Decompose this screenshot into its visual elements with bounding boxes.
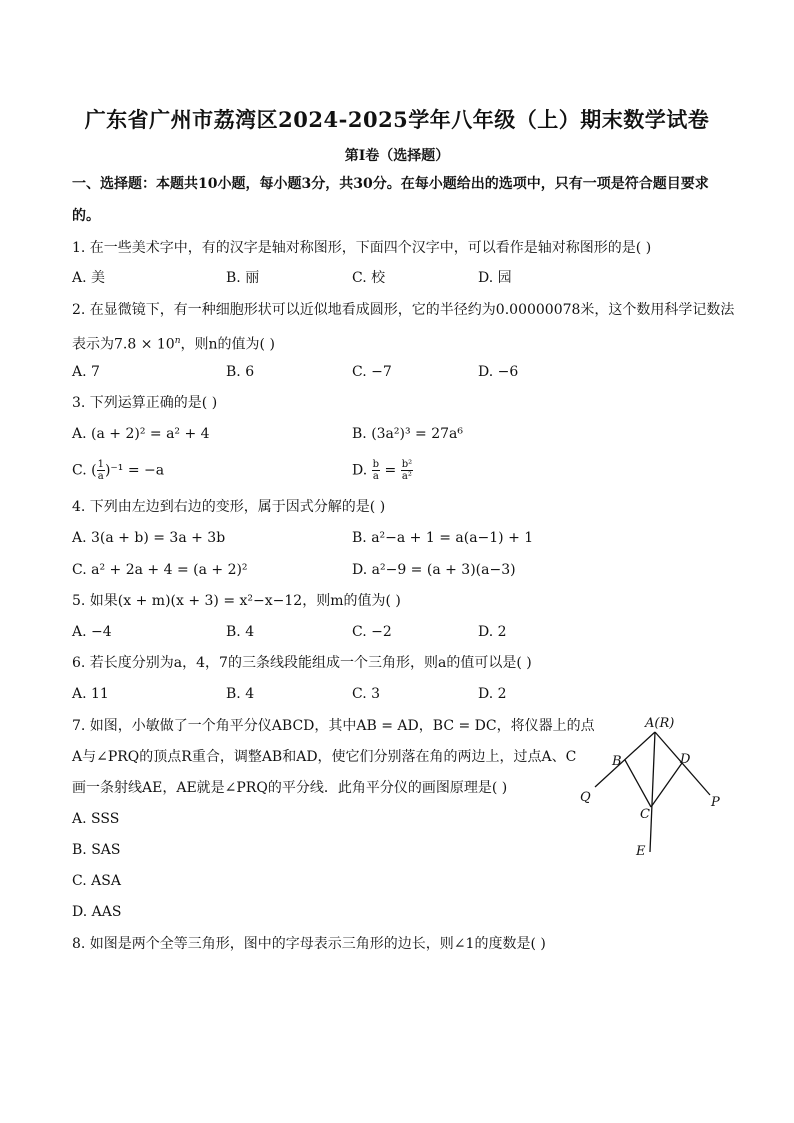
- label-c: C: [640, 807, 650, 822]
- question-2-exponent: n: [174, 336, 181, 346]
- question-5-option-c: C. −2: [352, 624, 392, 640]
- question-8-stem: 8. 如图是两个全等三角形，图中的字母表示三角形的边长，则∠1的度数是( ): [72, 936, 546, 952]
- label-d: D: [680, 752, 691, 767]
- label-e: E: [636, 844, 646, 859]
- question-2-option-d: D. −6: [478, 364, 519, 380]
- question-2-stem-part-1: 表示为7.8 × 10: [72, 336, 175, 353]
- question-5-option-b: B. 4: [226, 624, 255, 640]
- label-ar: A(R): [645, 716, 675, 731]
- question-2-option-c: C. −7: [352, 364, 392, 380]
- question-4-option-b: B. a²−a + 1 = a(a−1) + 1: [352, 530, 534, 546]
- ray-ae: [650, 732, 655, 852]
- question-2-stem-line-1: 2. 在显微镜下，有一种细胞形状可以近似地看成圆形，它的半径约为0.00000078米，这个数用科学记数法: [72, 302, 735, 318]
- section-title: 第I卷（选择题）: [344, 148, 450, 164]
- question-3-option-b: B. (3a²)³ = 27a⁶: [352, 426, 463, 442]
- question-6-option-a: A. 11: [72, 686, 109, 702]
- question-2-option-a: A. 7: [72, 364, 100, 380]
- question-4-stem: 4. 下列由左边到右边的变形，属于因式分解的是( ): [72, 499, 386, 515]
- page-title: 广东省广州市荔湾区2024-2025学年八年级（上）期末数学试卷: [84, 107, 710, 132]
- question-2-stem-line-2: [72, 331, 275, 355]
- label-q: Q: [580, 790, 591, 805]
- question-7-option-b: B. SAS: [72, 842, 121, 858]
- fraction-numerator: 1: [97, 459, 104, 470]
- question-7-stem-line-2: A与∠PRQ的顶点R重合，调整AB和AD，使它们分别落在角的两边上，过点A、C: [72, 749, 577, 765]
- fraction-numerator: b: [372, 459, 380, 470]
- label-b: B: [612, 754, 622, 769]
- question-3-option-d: [352, 459, 413, 482]
- fraction-numerator: b²: [401, 459, 413, 470]
- question-1-option-d: D. 园: [478, 270, 512, 286]
- question-7-stem-line-3: 画一条射线AE，AE就是∠PRQ的平分线．此角平分仪的画图原理是( ): [72, 780, 508, 796]
- question-5-option-a: A. −4: [72, 624, 112, 640]
- question-1-option-a: A. 美: [72, 270, 106, 286]
- equals-sign: =: [384, 462, 397, 479]
- question-7-stem-line-1: 7. 如图，小敏做了一个角平分仪ABCD，其中AB = AD，BC = DC，将仪器上的点: [72, 718, 595, 734]
- question-3-option-c-suffix: )⁻¹ = −a: [104, 462, 165, 479]
- question-4-option-d: D. a²−9 = (a + 3)(a−3): [352, 562, 516, 578]
- question-3-option-d-prefix: D.: [352, 462, 368, 479]
- question-1-option-c: C. 校: [352, 270, 386, 286]
- fraction: [372, 459, 380, 482]
- fraction: [97, 459, 105, 482]
- ray-rq: [595, 732, 655, 787]
- angle-bisector-figure: [570, 712, 740, 862]
- question-2-option-b: B. 6: [226, 364, 255, 380]
- question-1-option-b: B. 丽: [226, 270, 260, 286]
- question-6-stem: 6. 若长度分别为a，4，7的三条线段能组成一个三角形，则a的值可以是( ): [72, 655, 532, 671]
- question-4-option-a: A. 3(a + b) = 3a + 3b: [72, 530, 226, 546]
- question-3-option-c: [72, 459, 164, 482]
- question-7-option-a: A. SSS: [72, 811, 120, 827]
- fraction-denominator: a²: [401, 471, 412, 482]
- question-2-stem-part-2: ，则n的值为( ): [180, 336, 275, 353]
- question-5-option-d: D. 2: [478, 624, 507, 640]
- fraction-denominator: a: [372, 471, 379, 482]
- fraction-denominator: a: [97, 471, 104, 482]
- fraction: [401, 459, 413, 482]
- question-3-option-c-prefix: C. (: [72, 462, 97, 479]
- instructions-line-2: 的。: [72, 208, 100, 224]
- question-4-option-c: C. a² + 2a + 4 = (a + 2)²: [72, 562, 248, 578]
- question-7-option-c: C. ASA: [72, 873, 121, 889]
- question-3-stem: 3. 下列运算正确的是( ): [72, 395, 218, 411]
- question-7-option-d: D. AAS: [72, 904, 122, 920]
- segment-bc: [625, 760, 651, 807]
- question-6-option-c: C. 3: [352, 686, 381, 702]
- label-p: P: [711, 795, 720, 810]
- question-6-option-b: B. 4: [226, 686, 255, 702]
- question-6-option-d: D. 2: [478, 686, 507, 702]
- segment-dc: [651, 763, 682, 807]
- instructions-line-1: 一、选择题：本题共10小题，每小题3分，共30分。在每小题给出的选项中，只有一项是符合题目要求: [72, 176, 709, 192]
- question-1-stem: 1. 在一些美术字中，有的汉字是轴对称图形，下面四个汉字中，可以看作是轴对称图形的是( ): [72, 240, 652, 256]
- question-3-option-a: A. (a + 2)² = a² + 4: [72, 426, 210, 442]
- question-5-stem: 5. 如果(x + m)(x + 3) = x²−x−12，则m的值为( ): [72, 593, 401, 609]
